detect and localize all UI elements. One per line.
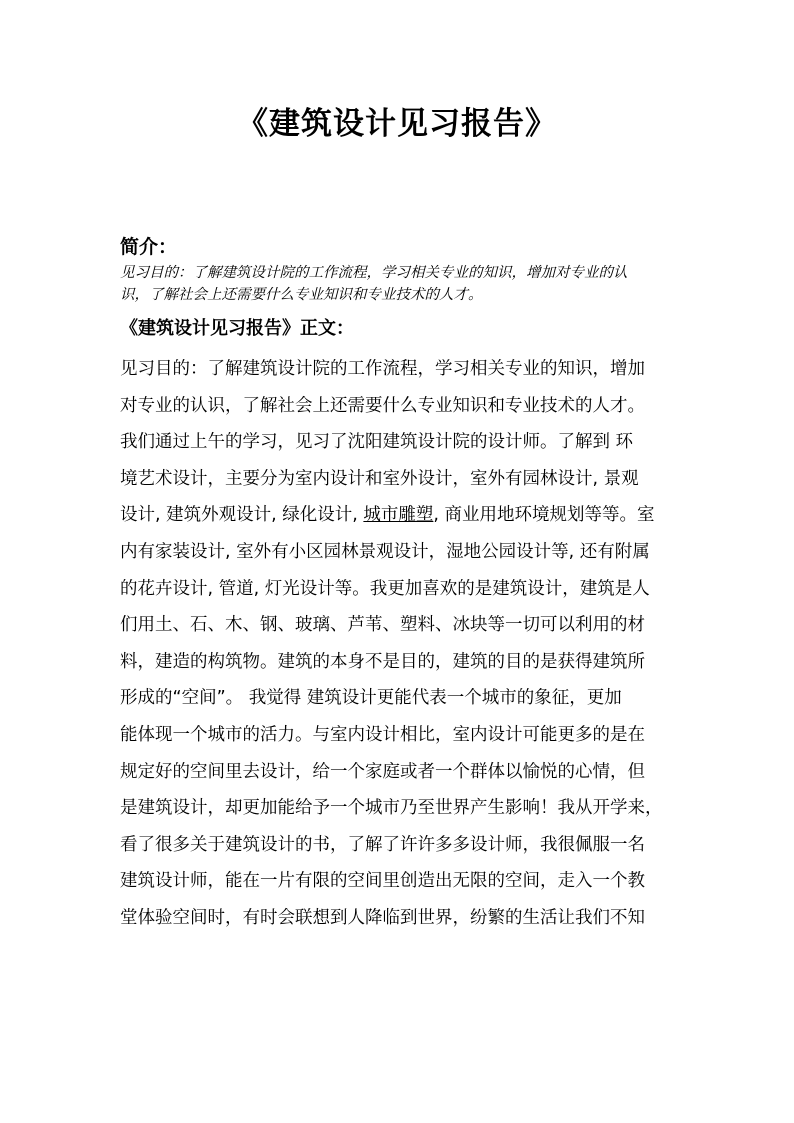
body-line: 内有家装设计, 室外有小区园林景观设计，湿地公园设计等, 还有附属: [120, 541, 650, 562]
body-line-with-link: [120, 497, 682, 534]
body-line: 是建筑设计，却更加能给予一个城市乃至世界产生影响！我从开学来，: [120, 798, 663, 819]
body-line: 对专业的认识，了解社会上还需要什么专业知识和专业技术的人才。: [120, 395, 645, 416]
body-line-part: , 商业用地环境规划等等。室: [433, 505, 655, 526]
body-line: 建筑设计师，能在一片有限的空间里创造出无限的空间，走入一个教: [120, 871, 645, 892]
body-line: 我们通过上午的学习，见习了沈阳建筑设计院的设计师。了解到 环: [120, 432, 634, 453]
body-line: 料，建造的构筑物。建筑的本身不是目的，建筑的目的是获得建筑所: [120, 651, 645, 672]
body-line: 规定好的空间里去设计，给一个家庭或者一个群体以愉悦的心情，但: [120, 761, 645, 782]
body-line: 见习目的：了解建筑设计院的工作流程，学习相关专业的知识，增加: [120, 359, 645, 379]
intro-line: 见习目的：了解建筑设计院的工作流程，学习相关专业的知识，增加对专业的认: [120, 265, 628, 281]
city-sculpture-link[interactable]: 城市雕塑: [363, 505, 434, 526]
body-line: 形成的“空间”。 我觉得 建筑设计更能代表一个城市的象征，更加: [120, 688, 622, 709]
body-line: 们用土、石、木、钢、玻璃、芦苇、塑料、冰块等一切可以利用的材: [120, 615, 645, 636]
body-line: 境艺术设计，主要分为室内设计和室外设计，室外有园林设计, 景观: [120, 468, 639, 489]
body-line-part: 设计, 建筑外观设计, 绿化设计,: [120, 505, 364, 526]
intro-heading: 简介：: [120, 236, 178, 258]
main-heading: 《建筑设计见习报告》正文：: [120, 318, 354, 339]
body-line: 能体现一个城市的活力。与室内设计相比，室内设计可能更多的是在: [120, 724, 645, 745]
body-line: 的花卉设计, 管道, 灯光设计等。我更加喜欢的是建筑设计，建筑是人: [120, 578, 650, 599]
body-line: 看了很多关于建筑设计的书，了解了许许多多设计师，我很佩服一名: [120, 834, 645, 855]
body-line: 堂体验空间时，有时会联想到人降临到世界，纷繁的生活让我们不知: [120, 907, 645, 928]
intro-line: 识，了解社会上还需要什么专业知识和专业技术的人才。: [120, 287, 483, 303]
document-title: 《建筑设计见习报告》: [237, 106, 557, 142]
body-text: [120, 351, 682, 937]
intro-text: [120, 262, 680, 306]
